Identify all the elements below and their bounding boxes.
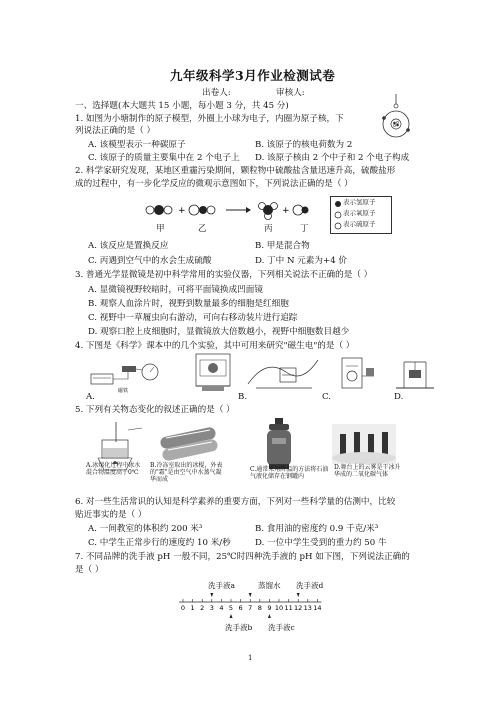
q2-option-c: C. 丙遇到空气中的水会生成硫酸 xyxy=(88,256,212,266)
ph-tick-label: 3 xyxy=(209,604,214,612)
ph-tick-label: 4 xyxy=(219,604,224,612)
q6-stem-line2: 贴近事实的是（ ） xyxy=(75,510,147,520)
q2-stem-line1: 2. 科学家研究发现，某地区重霾污染期间，颗粒物中硫酸盐含量迅速升高，硫酸盐形 xyxy=(75,166,396,176)
q1-stem-line1: 1. 如图为小塘制作的原子模型，外圈上小球为电子，内圈为原子核，下 xyxy=(75,114,344,124)
q1-option-a: A. 该模型表示一种碳原子 xyxy=(88,140,186,150)
ph-marker-down xyxy=(297,593,300,597)
q3-option-c: C. 视野中一草履虫向右游动，可向右移动装片进行追踪 xyxy=(88,313,298,323)
ph-label-handwash-a: 洗手液a xyxy=(208,581,235,590)
ph-tick-label: 0 xyxy=(180,604,186,612)
q7-stem-line1: 7. 不同品牌的洗手液 pH 一般不同，25℃时四种洗手液的 pH 如下图，下列说法正确的 xyxy=(75,552,410,562)
legend-hydrogen: 表示氢原子 xyxy=(343,198,376,206)
q1-option-d: D. 该原子核由 2 个中子和 2 个电子构成 xyxy=(255,153,410,163)
reviewer-label: 审核人: xyxy=(276,88,305,98)
q3-stem: 3. 普通光学显微镜是初中科学常用的实验仪器，下列相关说法不正确的是（ ） xyxy=(75,270,373,280)
ph-tick-label: 2 xyxy=(200,604,205,612)
q4-option-b: B. xyxy=(238,392,248,402)
q6-option-a: A. 一间教室的体积约 200 米³ xyxy=(88,524,203,534)
ph-tick-label: 12 xyxy=(294,604,303,612)
ph-tick-label: 6 xyxy=(238,604,243,612)
ph-tick-label: 9 xyxy=(267,604,272,612)
q2-label-bing: 丙 xyxy=(264,224,273,234)
ph-label-handwash-b: 洗手液b xyxy=(225,623,253,632)
setter-label: 出卷人: xyxy=(202,88,231,98)
q4-option-c: C. xyxy=(322,392,332,402)
q6-option-c: C. 中学生正常步行的速度约 10 米/秒 xyxy=(88,538,231,548)
q3-option-d: D. 观察口腔上皮细胞时，显微镜放大倍数越小，视野中细胞数目越少 xyxy=(88,327,350,337)
ph-tick-label: 14 xyxy=(313,604,322,612)
q1-option-b: B. 该原子的核电荷数为 2 xyxy=(255,140,353,150)
q2-label-jia: 甲 xyxy=(156,224,165,234)
ph-label-handwash-d: 洗手液d xyxy=(296,581,324,590)
svg-text:+: + xyxy=(178,206,186,216)
q1-stem-line2: 列说法正确的是（ ） xyxy=(75,126,156,136)
legend-sulfur: 表示硫原子 xyxy=(343,220,376,228)
ph-tick-label: 8 xyxy=(257,604,262,612)
q3-option-a: A. 显微镜视野较暗时，可将平面镜换成凹面镜 xyxy=(88,285,263,295)
q5-caption-b: B.冷冻室取出的冰棍，外表的"霜"是由空气中水蒸气凝华而成 xyxy=(150,462,223,483)
q2-label-yi: 乙 xyxy=(198,224,207,234)
page-title: 九年级科学3月作业检测试卷 xyxy=(170,68,336,83)
ph-tick-label: 10 xyxy=(274,604,284,612)
ph-tick-label: 11 xyxy=(284,604,293,612)
ph-marker-down xyxy=(249,593,252,597)
svg-text:磁铁: 磁铁 xyxy=(118,388,129,394)
q3-option-b: B. 观察人血涂片时，视野到数量最多的细胞是红细胞 xyxy=(88,299,289,309)
q2-option-d: D. 丁中 N 元素为+4 价 xyxy=(255,256,347,266)
q2-option-a: A. 该反应是置换反应 xyxy=(88,241,169,251)
q2-option-b: B. 甲是混合物 xyxy=(255,241,310,251)
ph-marker-down xyxy=(210,593,213,597)
ph-marker-up xyxy=(230,614,233,618)
ph-tick-label: 5 xyxy=(228,604,234,612)
q1-option-c: C. 该原子的质量主要集中在 2 个电子上 xyxy=(88,153,240,163)
q5-caption-c: C.通常采用降温的方法将石油气液化储存在钢罐内 xyxy=(250,466,329,480)
q5-caption-d: D.舞台上的云雾是干冰升华成的二氧化碳气体 xyxy=(334,464,401,478)
q6-option-d: D. 一位中学生受到的重力约 50 牛 xyxy=(255,538,387,548)
legend-oxygen: 表示氧原子 xyxy=(343,209,376,217)
ph-tick-label: 1 xyxy=(190,604,195,612)
q2-stem-line2: 成的过程中，有一步化学反应的微观示意图如下，下列说法正确的是（ ） xyxy=(75,179,353,189)
svg-text:+: + xyxy=(282,206,290,216)
q4-option-d: D. xyxy=(394,392,404,402)
ph-tick-label: 7 xyxy=(248,604,253,612)
section-heading: 一、选择题(本大题共 15 小题，每小题 3 分，共 45 分) xyxy=(75,101,289,111)
ph-label-handwash-c: 洗手液c xyxy=(268,623,295,632)
q6-option-b: B. 食用油的密度约 0.9 千克/米³ xyxy=(255,524,379,534)
q4-stem: 4. 下图是《科学》课本中的几个实验，其中可用来研究"磁生电"的是（ ） xyxy=(75,341,355,351)
q7-stem-line2: 是（ ） xyxy=(75,565,104,575)
ph-marker-up xyxy=(268,614,271,618)
q5-stem: 5. 下列有关物态变化的叙述正确的是（ ） xyxy=(75,405,235,415)
ph-tick-label: 13 xyxy=(303,604,312,612)
q6-stem-line1: 6. 对一些生活常识的认知是科学素养的重要方面，下列对一些科学量的估测中，比较 xyxy=(75,497,396,507)
q2-label-ding: 丁 xyxy=(300,224,309,234)
page-number: 1 xyxy=(248,654,253,662)
q5-caption-a: A.冰熔化过程中冰水混合物温度高于0℃ xyxy=(86,462,141,476)
ph-label-distilled-water: 蒸馏水 xyxy=(258,581,281,590)
q4-option-a: A. xyxy=(86,392,95,402)
